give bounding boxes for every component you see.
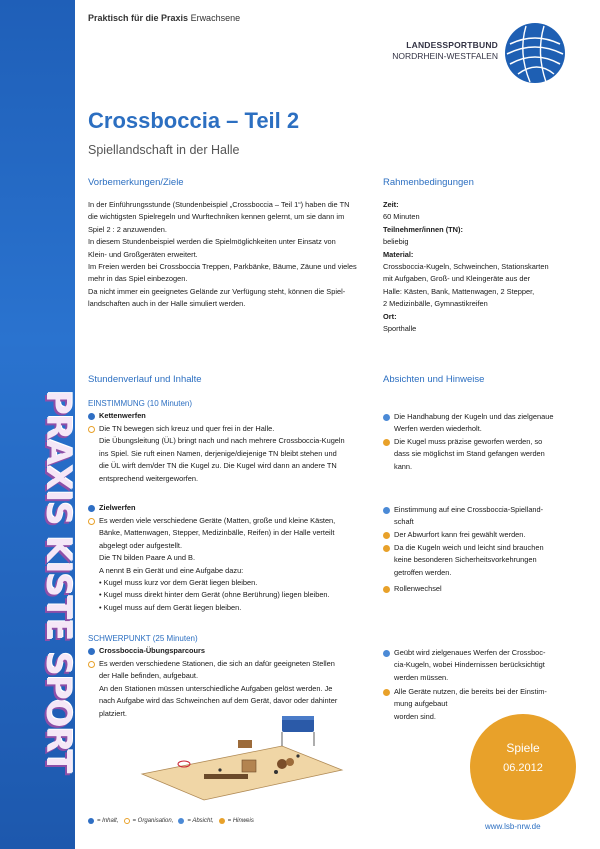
material-line: Halle: Kästen, Bank, Mattenwagen, 2 Stepper, bbox=[383, 286, 535, 296]
section-heading-absichten: Absichten und Hinweise bbox=[383, 374, 485, 385]
series-header bbox=[88, 13, 240, 23]
text-line: Spiel 2 : 2 anzuwenden. bbox=[88, 224, 167, 234]
absicht-1 bbox=[383, 411, 583, 423]
kettenwerfen-org bbox=[88, 423, 378, 435]
hinweis-2b bbox=[383, 542, 583, 554]
kettenwerfen-title: Kettenwerfen bbox=[99, 411, 146, 420]
section-heading-rahmen: Rahmenbedingungen bbox=[383, 177, 474, 188]
hinweis-line: mung aufgebaut bbox=[394, 699, 448, 709]
category-badge bbox=[470, 714, 576, 820]
inhalt-dot-icon bbox=[88, 505, 95, 512]
absicht-dot-icon bbox=[383, 414, 390, 421]
text-line: In der Einführungsstunde (Stundenbeispiel „Crossboccia – Teil 1“) haben die TN bbox=[88, 200, 350, 209]
org-line: Es werden viele verschiedene Geräte (Matten, große und kleine Kästen, bbox=[99, 516, 336, 525]
absicht-line: werden müssen. bbox=[394, 672, 449, 682]
parcours-org bbox=[88, 658, 378, 670]
org-line: Die TN bewegen sich kreuz und quer frei in der Halle. bbox=[99, 424, 275, 433]
hall-parcours-illustration bbox=[132, 712, 347, 802]
legend-absicht: = Absicht, bbox=[187, 818, 214, 824]
tn-value: beliebig bbox=[383, 237, 409, 247]
absicht-line: cia-Kugeln, wobei Hindernissen berücksichtigt bbox=[394, 660, 545, 670]
series-bold: Praktisch für die Praxis bbox=[88, 13, 189, 23]
website-link[interactable]: www.lsb-nrw.de bbox=[485, 822, 541, 831]
org-line: Die TN bilden Paare A und B. bbox=[99, 553, 196, 563]
absicht-line: Werfen werden wiederholt. bbox=[394, 424, 482, 434]
legend-organisation: = Organisation, bbox=[132, 818, 174, 824]
organisation-dot-icon bbox=[124, 818, 130, 824]
text-line: landschaften auch in der Halle simuliert werden. bbox=[88, 299, 246, 309]
series-rest: Erwachsene bbox=[190, 13, 241, 23]
kettenwerfen-item bbox=[88, 410, 378, 422]
org-line: die ÜL wirft dem/der TN die Kugel zu. Die Kugel wird dann an andere TN bbox=[99, 461, 337, 471]
badge-date: 06.2012 bbox=[503, 762, 543, 774]
legend-hinweis: = Hinweis bbox=[227, 818, 254, 824]
hinweis-dot-icon bbox=[219, 818, 225, 824]
zeit-label: Zeit: bbox=[383, 200, 399, 209]
hinweis-1 bbox=[383, 436, 583, 448]
hinweis-3 bbox=[383, 686, 583, 698]
absicht-2 bbox=[383, 504, 583, 516]
organisation-dot-icon bbox=[88, 426, 95, 433]
hinweis-line: Rollenwechsel bbox=[394, 584, 442, 593]
material-line: 2 Medizinbälle, Gymnastikreifen bbox=[383, 299, 488, 309]
text-line: In diesem Stundenbeispiel werden die Spielmöglichkeiten unter Einsatz von bbox=[88, 237, 336, 247]
zielwerfen-item bbox=[88, 502, 378, 514]
text-line: Klein- und Großgeräten erweitert. bbox=[88, 249, 198, 259]
absicht-3-cont bbox=[394, 659, 545, 684]
zielwerfen-org-cont bbox=[99, 527, 384, 614]
absicht-line: schaft bbox=[394, 517, 414, 527]
section-heading-vorbemerkungen: Vorbemerkungen/Ziele bbox=[88, 177, 184, 188]
phase-einstimmung: EINSTIMMUNG (10 Minuten) bbox=[88, 399, 193, 408]
org-line: Die Übungsleitung (ÜL) bringt nach und nach mehrere Crossboccia-Kugeln bbox=[99, 436, 345, 446]
absicht-dot-icon bbox=[178, 818, 184, 824]
symbol-legend bbox=[88, 818, 257, 824]
hinweis-3-cont bbox=[394, 698, 447, 723]
inhalt-dot-icon bbox=[88, 818, 94, 824]
hinweis-dot-icon bbox=[383, 439, 390, 446]
inhalt-dot-icon bbox=[88, 648, 95, 655]
section-heading-stundenverlauf: Stundenverlauf und Inhalte bbox=[88, 374, 202, 385]
vorbemerkungen-text bbox=[88, 199, 378, 311]
sidebar-brand-text: PRAXIS KISTE SPORT bbox=[38, 390, 78, 773]
zielwerfen-title: Zielwerfen bbox=[99, 503, 136, 512]
hinweis-line: dass sie möglichst im Stand gefangen werden bbox=[394, 449, 545, 459]
hinweis-dot-icon bbox=[383, 586, 390, 593]
badge-label: Spiele bbox=[506, 741, 540, 755]
hinweis-2a bbox=[383, 529, 583, 541]
org-line: abgelegt oder aufgestellt. bbox=[99, 540, 183, 550]
absicht-dot-icon bbox=[383, 650, 390, 657]
lsb-globe-icon bbox=[504, 22, 566, 84]
hinweis-line: worden sind. bbox=[394, 711, 436, 721]
text-line: die wichtigsten Spielregeln und Wurftechniken kennen gelernt, um sie dann im bbox=[88, 212, 345, 222]
org-line: nach Aufgabe wird das Schweinchen auf dem Gerät, davor oder dahinter bbox=[99, 696, 338, 706]
absicht-line: Einstimmung auf eine Crossboccia-Spielland- bbox=[394, 505, 544, 514]
logo-line-2: NORDRHEIN-WESTFALEN bbox=[392, 51, 498, 61]
organisation-dot-icon bbox=[88, 518, 95, 525]
lsb-logo-text bbox=[392, 40, 498, 62]
inhalt-dot-icon bbox=[88, 413, 95, 420]
org-line: der Halle befinden, aufgebaut. bbox=[99, 671, 199, 681]
hinweis-2b-cont bbox=[394, 554, 537, 579]
org-line: • Kugel muss direkt hinter dem Gerät (ohne Berührung) liegen bleiben. bbox=[99, 590, 330, 600]
org-line: • Kugel muss auf dem Gerät liegen bleiben. bbox=[99, 602, 242, 612]
org-line: A nennt B ein Gerät und eine Aufgabe dazu: bbox=[99, 565, 244, 575]
org-line: Es werden verschiedene Stationen, die sich an dafür geeigneten Stellen bbox=[99, 659, 335, 668]
absicht-1-cont bbox=[394, 423, 482, 435]
org-line: ins Spiel. Sie ruft einen Namen, derjenige/diejenige TN bleibt stehen und bbox=[99, 448, 337, 458]
org-line: Bänke, Mattenwagen, Stepper, Medizinbälle, Reifen) in der Halle verteilt bbox=[99, 528, 335, 538]
hinweis-line: Die Kugel muss präzise geworfen werden, so bbox=[394, 437, 543, 446]
hinweis-2c bbox=[383, 583, 583, 595]
absicht-3 bbox=[383, 647, 583, 659]
parcours-item bbox=[88, 645, 378, 657]
hinweis-dot-icon bbox=[383, 545, 390, 552]
text-line: Im Freien werden bei Crossboccia Treppen, Parkbänke, Bäume, Zäune und vieles bbox=[88, 262, 357, 272]
hinweis-line: Da die Kugeln weich und leicht sind brauchen bbox=[394, 543, 544, 552]
ort-label: Ort: bbox=[383, 311, 397, 321]
hinweis-line: keine besonderen Sicherheitsvorkehrungen bbox=[394, 555, 537, 565]
legend-inhalt: = Inhalt, bbox=[97, 818, 119, 824]
material-label: Material: bbox=[383, 249, 414, 259]
kettenwerfen-org-cont bbox=[99, 435, 384, 485]
material-line: Crossboccia-Kugeln, Schweinchen, Stationskarten bbox=[383, 262, 549, 272]
text-line: mehr in das Spiel einbezogen. bbox=[88, 274, 188, 284]
rahmen-text bbox=[383, 199, 583, 335]
phase-schwerpunkt: SCHWERPUNKT (25 Minuten) bbox=[88, 634, 198, 643]
sidebar-brand-logo bbox=[38, 390, 86, 773]
absicht-2-cont bbox=[394, 516, 414, 528]
zeit-value: 60 Minuten bbox=[383, 212, 420, 222]
absicht-line: Geübt wird zielgenaues Werfen der Crossboc- bbox=[394, 648, 546, 657]
org-line: platziert. bbox=[99, 708, 127, 718]
material-line: mit Aufgaben, Groß- und Kleingeräte aus der bbox=[383, 274, 531, 284]
parcours-title: Crossboccia-Übungsparcours bbox=[99, 646, 205, 655]
hinweis-line: Alle Geräte nutzen, die bereits bei der Einstim- bbox=[394, 687, 547, 696]
org-line: • Kugel muss kurz vor dem Gerät liegen bleiben. bbox=[99, 578, 258, 588]
logo-line-1: LANDESSPORTBUND bbox=[406, 40, 498, 50]
org-line: An den Stationen müssen unterschiedliche Aufgaben gelöst werden. Je bbox=[99, 683, 333, 693]
absicht-line: Die Handhabung der Kugeln und das zielgenaue bbox=[394, 412, 554, 421]
page-subtitle: Spiellandschaft in der Halle bbox=[88, 143, 240, 157]
org-line: entsprechend weitergeworfen. bbox=[99, 473, 199, 483]
ort-value: Sporthalle bbox=[383, 324, 417, 334]
hinweis-dot-icon bbox=[383, 689, 390, 696]
page-title: Crossboccia – Teil 2 bbox=[88, 108, 300, 133]
hinweis-line: Der Abwurfort kann frei gewählt werden. bbox=[394, 530, 526, 539]
absicht-dot-icon bbox=[383, 507, 390, 514]
hinweis-line: getroffen werden. bbox=[394, 567, 452, 577]
hinweis-1-cont bbox=[394, 448, 545, 473]
organisation-dot-icon bbox=[88, 661, 95, 668]
hinweis-line: kann. bbox=[394, 461, 413, 471]
zielwerfen-org bbox=[88, 515, 378, 527]
hinweis-dot-icon bbox=[383, 532, 390, 539]
tn-label: Teilnehmer/innen (TN): bbox=[383, 224, 463, 234]
text-line: Da nicht immer ein geeignetes Gelände zur Verfügung steht, können die Spiel- bbox=[88, 286, 346, 296]
